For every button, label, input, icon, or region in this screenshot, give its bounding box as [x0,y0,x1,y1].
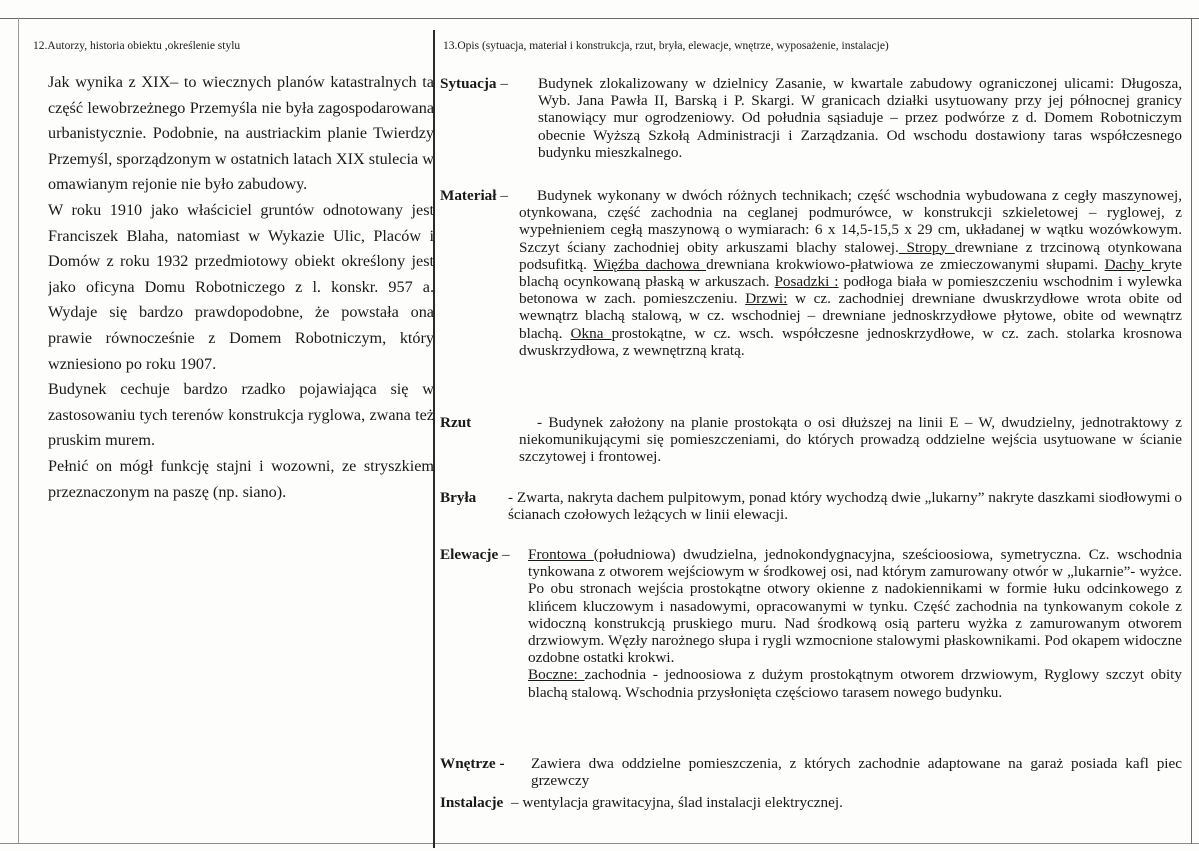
history-paragraph: Budynek cechuje bardzo rzadko pojawiająca się w zastosowaniu tych terenów konstrukcja ryglowa, zwana też pruskim murem. [48,380,434,450]
section-label: Instalacje [440,794,504,811]
section-dash: – [502,546,510,563]
section-dash: – [500,187,508,204]
section-text: Zawiera dwa oddzielne pomieszczenia, z których zachodnie adaptowane na garaż posiada kafl piec grzewczy [531,755,1182,790]
header-description: 13.Opis (sytuacja, materiał i konstrukcja, rzut, bryła, elewacje, wnętrze, wyposażenie, instalacje) [443,40,889,52]
section-label: Rzut [440,414,472,431]
page-border-top [0,18,1199,19]
section-label: Elewacje [440,546,499,563]
section-text: Budynek zlokalizowany w dzielnicy Zasanie, w kwartale zabudowy ograniczonej ulicami: Długosza, Wyb. Jana Pawła II, Barską i P. Skargi. W granicach działki usytuowany przy jej północnej granicy stanowiący mur ogrodzeniowy. Od południa sąsiaduje – przez podwórze z d. Domem Robotniczym obecnie Wyższą Szkołą Administracji i Zarządzania. Od wschodu dostawiony taras współczesnego budynku mieszkalnego. [538,75,1182,161]
section-text: Budynek wykonany w dwóch różnych technikach; część wschodnia wybudowana z cegły maszynowej, otynkowana, część zachodnia na ceglanej podmurówce, w konstrukcji szkieletowej – ryglowej, z wypełnieniem cegłą maszynową o wymiarach: 6 x 14,5-15,5 x 29 cm, układanej w wątku wozówkowym. Szczyt ściany zachodniej obity arkuszami blachy stalowej. Stropy drewniane z trzcinową otynkowana podsufitką. Więźba dachowa drewniana krokwiowo-płatwiowa ze zmieczowanymi słupami. Dachy kryte blachą ocynkowaną płaską w arkuszach. Posadzki : podłoga biała w pomieszczeniu wschodnim i wylewka betonowa w zach. pomieszczeniu. Drzwi: w cz. zachodniej drewniane dwuskrzydłowe wrota obite od wewnątrz blachą stalową, w cz. wschodniej – drewniane jednoskrzydłowe płytowe, obite od wewnątrz blachą. Okna prostokątne, w cz. wsch. współczesne jednoskrzydłowe, w cz. zach. stolarka krosnowa dwuskrzydłowa, z wewnętrzną kratą. [519,187,1183,359]
history-paragraph: W roku 1910 jako właściciel gruntów odnotowany jest Franciszek Blaha, natomiast w Wykazie Ulic, Placów i Domów z roku 1932 przedmiotowy obiekt określony jest jako oficyna Domu Robotniczego z l. konskr. 957 a. Wydaje się bardzo prawdopodobne, że powstała ona prawie równocześnie z Domem Robotniczym, który wzniesiono po roku 1907. [48,200,434,373]
history-paragraph: Pełnić on mógł funkcję stajni i wozowni, ze stryszkiem przeznaczonym na paszę (np. siano). [48,456,434,501]
history-paragraph: Jak wynika z XIX– to wiecznych planów katastralnych ta część lewobrzeżnego Przemyśla nie była zagospodarowana urbanistycznie. Podobnie, na austriackim planie Twierdzy Przemyśl, sporządzonym w ostatnich latach XIX stulecia w omawianym rejonie nie było zabudowy. [48,73,434,194]
section-label: Sytuacja [440,75,497,92]
section-label: Bryła [440,489,477,506]
section-text: Frontowa (południowa) dwudzielna, jednokondygnacyjna, sześcioosiowa, symetryczna. Cz. wschodnia tynkowana z otworem wejściowym w środkowej osi, nad którym zamurowany otwór w „lukarnie”- wyżce. Po obu stronach wejścia prostokątne otwory okienne z nadokiennikami w formie łuku odcinkowego z klińcem kluczowym i nasadowymi, opracowanymi w tynku. Część zachodnia na tynkowanym cokole z widoczną konstrukcją pruskiego muru. Nad środkową osią parteru wyżka z zamurowanym otworem drzwiowym. Węzły narożnego słupa i rygli wzmocnione stalowymi płaskownikami. Pod okapem widoczne ozdobne ostatki krokwi. Boczne: zachodnia - jednoosiowa z dużym prostokątnym otworem drzwiowym, Ryglowy szczyt obity blachą stalową. Wschodnia przysłonięta częściowo tarasem nowego budynku. [528,546,1182,701]
section-text: - Budynek założony na planie prostokąta o osi dłuższej na linii E – W, dwudzielny, jednotraktowy z niekomunikującymi się pomieszczeniami, do których prowadzą oddzielne wejścia usytuowane w ścianie szczytowej i frontowej. [519,414,1182,466]
section-label: Wnętrze - [440,755,505,772]
section-dash: – [500,75,508,92]
section-label: Materiał [440,187,497,204]
section-text: - Zwarta, nakryta dachem pulpitowym, ponad który wychodzą dwie „lukarny” nakryte daszkami siodłowymi o ścianach czołowych leżących w linii elewacji. [508,489,1182,524]
section-text: – wentylacja grawitacyjna, ślad instalacji elektrycznej. [511,794,843,811]
page-border-right [1191,18,1192,844]
page-border-bottom [0,843,1199,844]
page-border-left [18,18,19,844]
header-history: 12.Autorzy, historia obiektu ,określenie stylu [33,40,241,52]
history-column [48,70,434,505]
